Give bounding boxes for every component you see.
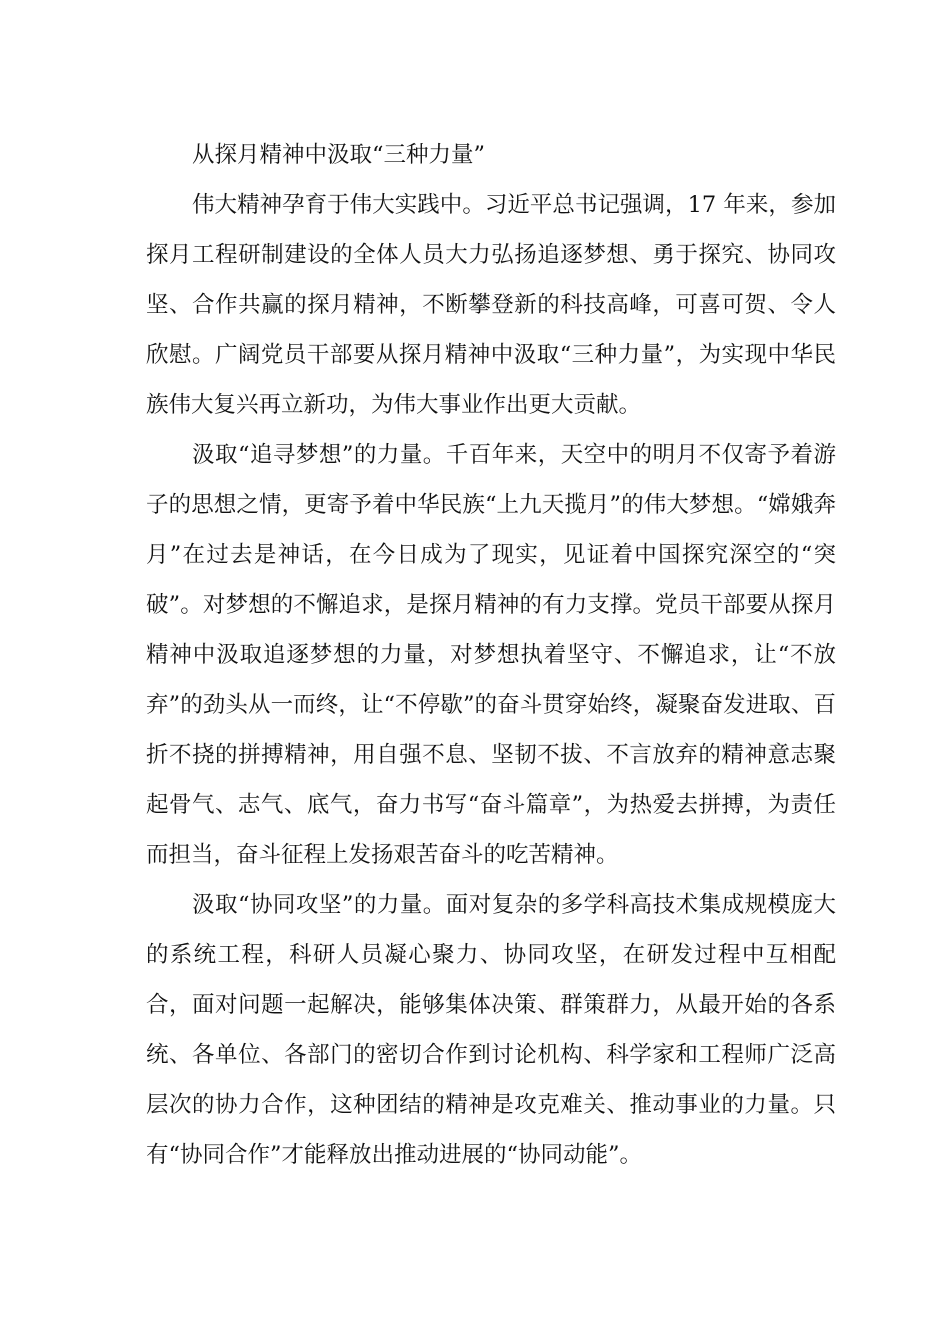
paragraph-cooperation: 汲取“协同攻坚”的力量。面对复杂的多学科高技术集成规模庞大的系统工程，科研人员凝心聚力、协同攻坚，在研发过程中互相配合，面对问题一起解决，能够集体决策、群策群力，从最开始的各系统、各单位、各部门的密切合作到讨论机构、科学家和工程师广泛高层次的协力合作，这种团结的精神是攻克难关、推动事业的力量。只有“协同合作”才能释放出推动进展的“协同动能”。 [146, 892, 836, 1168]
document-body [146, 130, 836, 1180]
document-title: 从探月精神中汲取“三种力量” [192, 142, 486, 168]
paragraph-dream: 汲取“追寻梦想”的力量。千百年来，天空中的明月不仅寄予着游子的思想之情，更寄予着中华民族“上九天揽月”的伟大梦想。“嫦娥奔月”在过去是神话，在今日成为了现实，见证着中国探究深空的“突破”。对梦想的不懈追求，是探月精神的有力支撑。党员干部要从探月精神中汲取追逐梦想的力量，对梦想执着坚守、不懈追求，让“不放弃”的劲头从一而终，让“不停歇”的奋斗贯穿始终，凝聚奋发进取、百折不挠的拼搏精神，用自强不息、坚韧不拔、不言放弃的精神意志聚起骨气、志气、底气，奋力书写“奋斗篇章”，为热爱去拼搏，为责任而担当，奋斗征程上发扬艰苦奋斗的吃苦精神。 [146, 442, 836, 868]
paragraph-intro: 伟大精神孕育于伟大实践中。习近平总书记强调，17 年来，参加探月工程研制建设的全体人员大力弘扬追逐梦想、勇于探究、协同攻坚、合作共赢的探月精神，不断攀登新的科技高峰，可喜可贺、令人欣慰。广阔党员干部要从探月精神中汲取“三种力量”，为实现中华民族伟大复兴再立新功，为伟大事业作出更大贡献。 [146, 192, 836, 418]
